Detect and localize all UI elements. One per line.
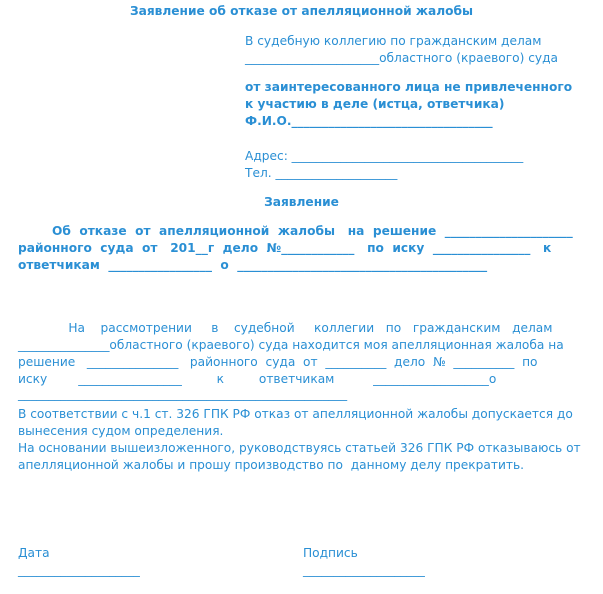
body-p1-line-1: На рассмотрении в судебной коллегии по гражданским делам [18, 321, 553, 335]
subject-line-3: ответчикам _________________ о _________________________________________ [18, 258, 488, 272]
sender-line-1: от заинтересованного лица не привлеченного [245, 80, 573, 94]
date-line: ____________________ [18, 563, 140, 577]
statement-heading: Заявление [264, 195, 339, 209]
addressee-line-2: ______________________областного (краевого) суда [245, 51, 559, 65]
body-p2-line-1: В соответствии с ч.1 ст. 326 ГПК РФ отказ от апелляционной жалобы допускается до [18, 407, 573, 421]
document-title: Заявление об отказе от апелляционной жалобы [129, 4, 474, 18]
subject-line-2: районного суда от 201__г дело №____________ по иску ________________ к [18, 241, 552, 255]
body-p1-line-3: решение _______________ районного суда от __________ дело № __________ по [18, 355, 538, 369]
date-label: Дата [18, 546, 50, 560]
sender-line-2: к участию в деле (истца, ответчика) [245, 97, 505, 111]
signature-label: Подпись [303, 546, 358, 560]
body-p2-line-2: вынесения судом определения. [18, 424, 224, 438]
phone-line: Тел. ____________________ [245, 166, 398, 180]
body-p1-line-4: иску _________________ к ответчикам ___________________о [18, 372, 497, 386]
signature-line: ____________________ [303, 563, 425, 577]
sender-fio-line: Ф.И.О._________________________________ [245, 114, 493, 128]
body-p1-line-5: ______________________________________________________ [18, 387, 348, 401]
body-p3-line-2: апелляционной жалобы и прошу производство по данному делу прекратить. [18, 458, 525, 472]
body-p1-line-2: _______________областного (краевого) суда находится моя апелляционная жалоба на [18, 338, 564, 352]
addressee-line-1: В судебную коллегию по гражданским делам [245, 34, 542, 48]
body-p3-line-1: На основании вышеизложенного, руководствуясь статьей 326 ГПК РФ отказываюсь от [18, 441, 581, 455]
subject-line-1: Об отказе от апелляционной жалобы на решение _____________________ [52, 224, 573, 238]
address-line: Адрес: ______________________________________ [245, 149, 524, 163]
